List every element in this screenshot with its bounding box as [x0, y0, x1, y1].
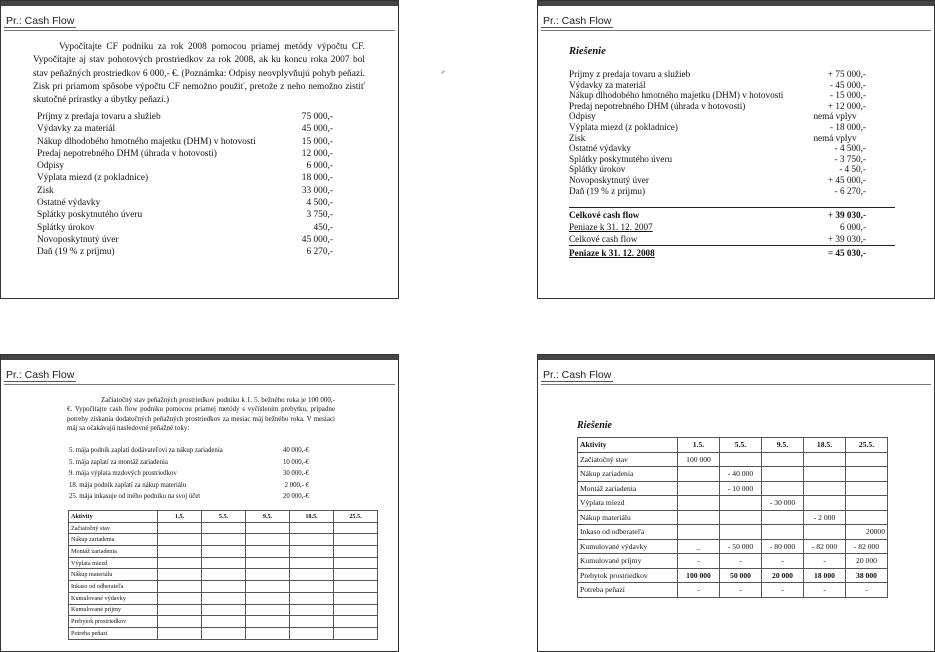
- value-row: [37, 123, 333, 135]
- value-cell: [804, 452, 846, 467]
- column-header: Aktivity: [69, 511, 158, 523]
- column-header: 18.5.: [290, 511, 334, 523]
- value-cell: [678, 481, 720, 496]
- value-cell: [678, 467, 720, 482]
- value-cell: - 10 000: [720, 481, 762, 496]
- slide-top-bar: [1, 1, 398, 6]
- solution-heading: Riešenie: [577, 420, 612, 431]
- value-cell: [846, 510, 888, 525]
- empty-cell: [246, 569, 290, 581]
- cash-flow-row: [69, 480, 309, 492]
- empty-cell: [158, 557, 202, 569]
- solution-row: [569, 175, 866, 186]
- empty-cell: [202, 592, 246, 604]
- empty-cell: [202, 604, 246, 616]
- item-value: 45 000,-: [301, 124, 333, 135]
- table-row: [69, 604, 378, 616]
- row-label: Kumulované príjmy: [578, 554, 678, 569]
- value-cell: 100 000: [678, 452, 720, 467]
- item-value: 2 000,- €: [284, 481, 309, 489]
- value-cell: [762, 525, 804, 540]
- input-values-list: [37, 111, 333, 259]
- empty-cell: [158, 522, 202, 534]
- cash-flow-row: [69, 445, 309, 457]
- cash-2008-value: = 45 030,-: [827, 248, 866, 258]
- final-cash-row: [569, 247, 866, 259]
- title-divider: [541, 384, 931, 385]
- row-label: Kumulované príjmy: [69, 604, 158, 616]
- item-label: Novoposkytnutý úver: [569, 174, 649, 185]
- row-label: Montáž zariadenia: [69, 546, 158, 558]
- value-cell: [678, 525, 720, 540]
- row-label: Začiatočný stav: [578, 452, 678, 467]
- solution-row: [569, 111, 866, 122]
- solution-row: [569, 143, 866, 154]
- column-header: 25.5.: [846, 438, 888, 453]
- value-cell: -: [846, 583, 888, 598]
- item-label: Ostatné výdavky: [569, 143, 632, 154]
- empty-cell: [202, 616, 246, 628]
- table-row: [69, 627, 378, 639]
- item-value: - 45 000,-: [830, 79, 866, 90]
- value-cell: -: [678, 583, 720, 598]
- column-header: 5.5.: [202, 511, 246, 523]
- solution-row: [569, 164, 866, 175]
- table-row: [578, 554, 888, 569]
- item-value: 75 000,-: [301, 112, 333, 122]
- cash-flow-row: [69, 457, 309, 469]
- empty-cell: [334, 546, 378, 558]
- empty-cell: [246, 534, 290, 546]
- item-label: Zisk: [569, 132, 586, 143]
- row-label: Montáž zariadenia: [578, 481, 678, 496]
- table-row: [69, 534, 378, 546]
- slide-2-solution: [537, 0, 935, 299]
- table-row: [69, 581, 378, 593]
- item-value: 6 000,-: [306, 161, 333, 172]
- solution-activities-table: [577, 437, 888, 598]
- item-label: 5. mája podnik zaplatí dodávateľovi za nákup zariadenia: [69, 447, 223, 454]
- column-header: 25.5.: [334, 511, 378, 523]
- slide-top-bar: [538, 1, 934, 6]
- table-row: [578, 481, 888, 496]
- empty-cell: [158, 569, 202, 581]
- total-divider: [569, 207, 895, 208]
- solution-row: [569, 133, 866, 144]
- empty-cell: [202, 522, 246, 534]
- value-cell: [804, 496, 846, 511]
- value-cell: 20 000: [846, 554, 888, 569]
- item-value: + 45 000,-: [827, 174, 866, 185]
- row-label: Potreba peňazí: [578, 583, 678, 598]
- solution-row: [569, 69, 866, 80]
- item-label: Novoposkytnutý úver: [37, 234, 119, 245]
- item-label: Predaj nepotrebného DHM (úhrada v hotovosti): [37, 148, 217, 159]
- value-cell: [804, 525, 846, 540]
- solution-row: [569, 101, 866, 112]
- row-label: Prebytok prostriedkov: [578, 568, 678, 583]
- empty-cell: [334, 616, 378, 628]
- item-value: 45 000,-: [301, 234, 333, 245]
- column-header: 1.5.: [678, 438, 720, 453]
- solution-row: [569, 90, 866, 101]
- item-value: 40 000,-€: [282, 447, 309, 454]
- table-row: [578, 467, 888, 482]
- item-value: 10 000,-€: [282, 458, 309, 466]
- value-cell: 38 000: [846, 568, 888, 583]
- title-divider: [541, 30, 931, 31]
- slide-4-solution: [537, 354, 935, 652]
- value-row: [37, 111, 333, 123]
- table-header-row: [578, 438, 888, 453]
- empty-cell: [290, 522, 334, 534]
- item-label: Daň (19 % z príjmu): [37, 247, 115, 258]
- value-cell: - 82 000: [846, 539, 888, 554]
- value-cell: [678, 496, 720, 511]
- value-cell: 18 000: [804, 568, 846, 583]
- item-label: Splátky poskytnutého úveru: [37, 210, 143, 221]
- value-cell: -: [678, 554, 720, 569]
- item-label: Nákup dlhodobého hmotného majetku (DHM) v hotovosti: [569, 90, 784, 101]
- value-cell: [846, 467, 888, 482]
- cash-2008-label: Peniaze k 31. 12. 2008: [569, 248, 655, 258]
- value-row: [37, 136, 333, 148]
- value-cell: -: [804, 583, 846, 598]
- empty-cell: [158, 546, 202, 558]
- solution-summary: [569, 209, 866, 245]
- value-cell: [804, 467, 846, 482]
- empty-cell: [202, 569, 246, 581]
- item-value: + 75 000,-: [827, 69, 866, 79]
- value-cell: [762, 452, 804, 467]
- item-label: Výdavky za materiál: [569, 79, 646, 90]
- item-value: 15 000,-: [301, 136, 333, 147]
- item-label: Odpisy: [37, 161, 65, 172]
- item-label: Výdavky za materiál: [37, 124, 116, 135]
- item-value: 6 270,-: [306, 247, 333, 258]
- value-cell: 20000: [846, 525, 888, 540]
- value-cell: [762, 481, 804, 496]
- row-label: Nákup zariadenia: [69, 534, 158, 546]
- empty-cell: [246, 557, 290, 569]
- item-label: Odpisy: [569, 111, 596, 122]
- solution-row: [569, 80, 866, 91]
- value-cell: - 40 000: [720, 467, 762, 482]
- row-label: Kumulované výdavky: [69, 592, 158, 604]
- value-cell: _: [678, 539, 720, 554]
- table-row: [578, 539, 888, 554]
- value-row: [37, 172, 333, 184]
- slide-title: Pr.: Cash Flow: [6, 15, 75, 27]
- solution-heading: Riešenie: [569, 46, 606, 57]
- empty-cell: [290, 616, 334, 628]
- item-value: - 18 000,-: [830, 121, 866, 132]
- item-label: Zisk: [37, 185, 54, 196]
- value-cell: -: [720, 583, 762, 598]
- empty-cell: [334, 569, 378, 581]
- empty-cell: [158, 581, 202, 593]
- empty-cell: [334, 557, 378, 569]
- slide-top-bar: [1, 355, 398, 360]
- item-label: Predaj nepotrebného DHM (úhrada v hotovosti): [569, 100, 746, 111]
- item-value: 33 000,-: [301, 185, 333, 196]
- value-row: [37, 209, 333, 221]
- empty-cell: [202, 581, 246, 593]
- empty-cell: [246, 522, 290, 534]
- item-value: 4 500,-: [306, 198, 333, 209]
- table-row: [578, 452, 888, 467]
- empty-cell: [290, 569, 334, 581]
- value-cell: - 50 000: [720, 539, 762, 554]
- table-row: [69, 616, 378, 628]
- value-row: [37, 246, 333, 258]
- value-cell: [678, 510, 720, 525]
- solution-list: [569, 69, 866, 196]
- value-row: [37, 234, 333, 246]
- value-cell: - 82 000: [804, 539, 846, 554]
- value-cell: -: [762, 583, 804, 598]
- value-cell: -: [804, 554, 846, 569]
- value-cell: - 80 000: [762, 539, 804, 554]
- column-header: 5.5.: [720, 438, 762, 453]
- value-cell: 50 000: [720, 568, 762, 583]
- column-header: 18.5.: [804, 438, 846, 453]
- column-header: 1.5.: [158, 511, 202, 523]
- column-header: 9.5.: [762, 438, 804, 453]
- empty-cell: [290, 546, 334, 558]
- empty-cell: [158, 534, 202, 546]
- value-cell: [846, 452, 888, 467]
- value-cell: -: [720, 554, 762, 569]
- item-label: Daň (19 % z príjmu): [569, 185, 646, 196]
- empty-cell: [290, 557, 334, 569]
- empty-cell: [246, 592, 290, 604]
- solution-row: [569, 122, 866, 133]
- item-value: - 4 500,-: [834, 143, 866, 154]
- value-row: [37, 148, 333, 160]
- item-value: + 12 000,-: [827, 100, 866, 111]
- value-cell: [846, 481, 888, 496]
- item-value: 12 000,-: [301, 148, 333, 159]
- item-label: Splátky úrokov: [569, 164, 626, 175]
- title-divider: [4, 30, 395, 31]
- empty-cell: [334, 522, 378, 534]
- column-header: 9.5.: [246, 511, 290, 523]
- slide-top-bar: [538, 355, 934, 360]
- item-value: nemá vplyv: [813, 132, 857, 143]
- item-label: Splátky poskytnutého úveru: [569, 153, 673, 164]
- row-label: Inkaso od odberateľa: [69, 581, 158, 593]
- final-divider: [569, 245, 895, 246]
- empty-cell: [290, 592, 334, 604]
- task-text: Vypočítajte CF podniku za rok 2008 pomocou priamej metódy výpočtu CF. Vypočítajte aj stav pohotových prostriedkov za rok 2008, ak ku koncu roka 2007 bol stav peňažných prostriedkov 6 000,- €. (Poznámka: Odpisy neovplyvňujú pohyb peňazí. Zisk pri priamom spôsobe výpočtu CF nemožno použiť, pretože z neho nemožno zistiť skutočné prírastky a úbytky peňazí.): [33, 42, 365, 106]
- row-label: Inkaso od odberateľa: [578, 525, 678, 540]
- item-value: nemá vplyv: [813, 111, 857, 122]
- value-cell: [804, 481, 846, 496]
- value-cell: - 30 000: [762, 496, 804, 511]
- item-value: 18 000,-: [301, 173, 333, 184]
- empty-cell: [290, 627, 334, 639]
- item-value: - 3 750,-: [834, 153, 866, 164]
- title-divider: [4, 384, 395, 385]
- value-cell: [720, 525, 762, 540]
- row-label: Výplata miezd: [69, 557, 158, 569]
- item-label: Nákup dlhodobého hmotného majetku (DHM) v hotovosti: [37, 136, 256, 147]
- empty-cell: [246, 616, 290, 628]
- table-row: [578, 583, 888, 598]
- item-value: 450,-: [313, 222, 333, 233]
- item-value: - 15 000,-: [830, 90, 866, 101]
- item-label: Výplata miezd (z pokladnice): [569, 121, 678, 132]
- empty-cell: [158, 627, 202, 639]
- empty-cell: [202, 546, 246, 558]
- empty-cell: [334, 627, 378, 639]
- empty-cell: [202, 627, 246, 639]
- row-label: Nákup materiálu: [578, 510, 678, 525]
- cash-flows-list: [69, 445, 309, 503]
- empty-cell: [202, 557, 246, 569]
- item-label: Príjmy z predaja tovaru a služieb: [37, 112, 161, 122]
- item-value: - 4 50,-: [839, 164, 866, 175]
- item-value: 20 000,-€: [282, 493, 309, 500]
- slide-3-task: [0, 354, 399, 652]
- item-value: 30 000,-€: [282, 470, 309, 477]
- cash-2007-row: Peniaze k 31. 12. 2007 6 000,-: [569, 222, 866, 232]
- row-label: Prebytok prostriedkov: [69, 616, 158, 628]
- row-label: Potreba peňazí: [69, 627, 158, 639]
- row-label: Výplata miezd: [578, 496, 678, 511]
- empty-cell: [158, 604, 202, 616]
- empty-cell: [246, 627, 290, 639]
- empty-cell: [246, 546, 290, 558]
- item-label: Ostatné výdavky: [37, 198, 101, 209]
- value-row: [37, 197, 333, 209]
- value-cell: [762, 510, 804, 525]
- item-value: 3 750,-: [306, 210, 333, 221]
- solution-row: [569, 186, 866, 197]
- table-row: [578, 568, 888, 583]
- value-cell: [720, 452, 762, 467]
- slide-title: Pr.: Cash Flow: [6, 369, 75, 381]
- table-row: [578, 510, 888, 525]
- cash-flow-row: [69, 468, 309, 480]
- table-row: [578, 496, 888, 511]
- value-cell: 100 000: [678, 568, 720, 583]
- value-row: [37, 160, 333, 172]
- table-row: [69, 569, 378, 581]
- value-cell: [720, 510, 762, 525]
- solution-row: [569, 154, 866, 165]
- slide-1-task: [0, 0, 399, 299]
- table-row: [69, 557, 378, 569]
- column-header: Aktivity: [578, 438, 678, 453]
- empty-cell: [334, 592, 378, 604]
- task-text: Začiatočný stav peňažných prostriedkov podniku k 1. 5. bežného roka je 100 000,- €. Vypočítajte cash flow podniku pomocou priamej metódy s vyčíslením prebytku, prípadne potreby získania dodatočných peňažných prostriedkov za mesiac máj bežného roka. V mesiaci máj sa očakávajú nasledovné peňažné toky:: [67, 396, 335, 433]
- empty-cell: [158, 592, 202, 604]
- value-row: [37, 185, 333, 197]
- empty-cell: [334, 604, 378, 616]
- empty-cell: [246, 581, 290, 593]
- item-label: 5. mája zaplatí za montáž zariadenia: [69, 458, 168, 466]
- table-row: [69, 546, 378, 558]
- row-label: Kumulované výdavky: [578, 539, 678, 554]
- empty-cell: [290, 604, 334, 616]
- value-cell: [720, 496, 762, 511]
- value-row: [37, 222, 333, 234]
- table-row: [578, 525, 888, 540]
- table-header-row: [69, 511, 378, 523]
- value-cell: 20 000: [762, 568, 804, 583]
- cf-row: Celkové cash flow + 39 030,-: [569, 234, 866, 244]
- empty-cell: [290, 581, 334, 593]
- empty-cell: [158, 616, 202, 628]
- value-cell: - 2 000: [804, 510, 846, 525]
- table-row: [69, 592, 378, 604]
- item-value: - 6 270,-: [834, 185, 866, 196]
- table-row: [69, 522, 378, 534]
- total-cash-flow-row: Celkové cash flow + 39 030,-: [569, 210, 866, 220]
- empty-activities-table: [68, 510, 378, 640]
- row-label: Začiatočný stav: [69, 522, 158, 534]
- empty-cell: [334, 581, 378, 593]
- row-label: Nákup materiálu: [69, 569, 158, 581]
- empty-cell: [202, 534, 246, 546]
- slide-title: Pr.: Cash Flow: [543, 369, 612, 381]
- cash-flow-row: [69, 491, 309, 503]
- empty-cell: [334, 534, 378, 546]
- empty-cell: [290, 534, 334, 546]
- item-label: Splátky úrokov: [37, 222, 95, 233]
- value-cell: [762, 467, 804, 482]
- item-label: 25. mája inkasuje od iného podniku na svoj účet: [69, 493, 201, 500]
- value-cell: -: [762, 554, 804, 569]
- stray-mark: [441, 70, 445, 74]
- row-label: Nákup zariadenia: [578, 467, 678, 482]
- item-label: 18. mája podnik zaplatí za nákup materiálu: [69, 481, 187, 489]
- item-label: Výplata miezd (z pokladnice): [37, 173, 149, 184]
- item-label: Príjmy z predaja tovaru a služieb: [569, 69, 691, 79]
- item-label: 9. mája výplata mzdových prostriedkov: [69, 470, 177, 477]
- empty-cell: [246, 604, 290, 616]
- slide-title: Pr.: Cash Flow: [543, 15, 612, 27]
- value-cell: [846, 496, 888, 511]
